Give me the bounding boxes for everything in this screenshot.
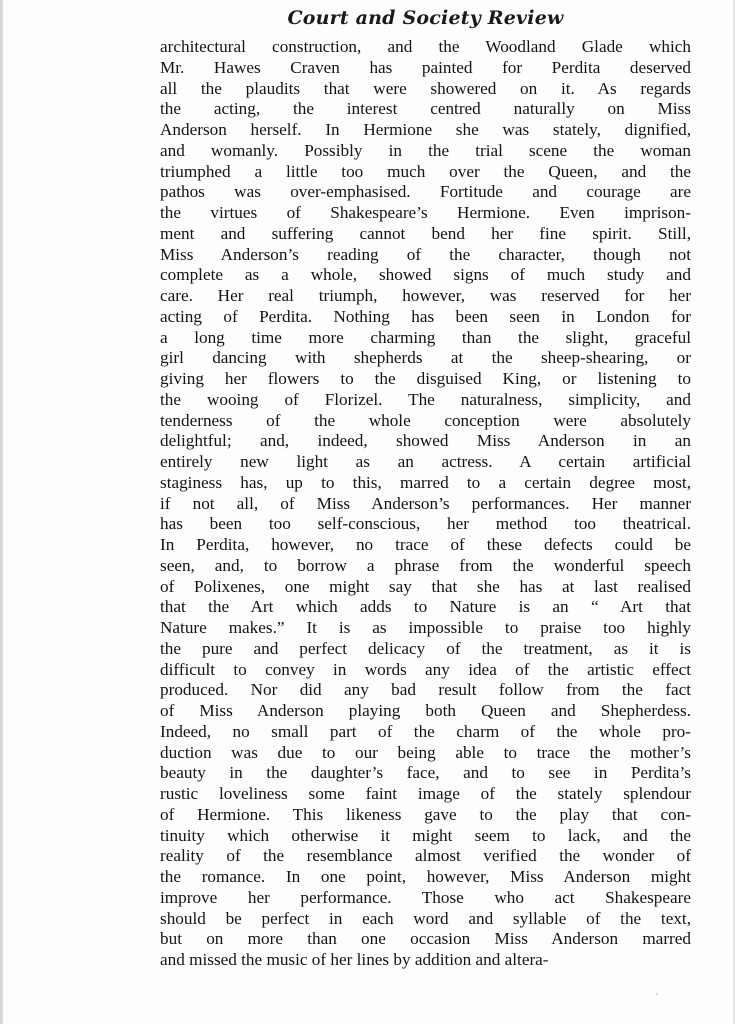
text-line: care. Her real triumph, however, was reserved for her	[160, 286, 691, 305]
text-line: and missed the music of her lines by addition and altera-	[160, 950, 549, 969]
text-line: that the Art which adds to Nature is an “ Art that	[160, 597, 691, 617]
body-text	[160, 37, 691, 971]
text-line: rustic loveliness some faint image of the stately splendour	[160, 784, 691, 803]
text-line: girl dancing with shepherds at the sheep-shearing, or	[160, 348, 691, 368]
text-line: tinuity which otherwise it might seem to lack, and the	[160, 825, 691, 845]
text-line: the acting, the interest centred naturally on Miss	[160, 99, 691, 119]
text-line: the pure and perfect delicacy of the treatment, as it is	[160, 638, 691, 658]
text-line: Miss Anderson’s reading of the character, though not	[160, 244, 691, 264]
text-line: staginess has, up to this, marred to a certain degree most,	[160, 472, 691, 492]
text-line: complete as a whole, showed signs of much study and	[160, 265, 691, 285]
text-line: triumphed a little too much over the Queen, and the	[160, 161, 691, 181]
text-line: the romance. In one point, however, Miss Anderson might	[160, 867, 691, 886]
text-line: Anderson herself. In Hermione she was stately, dignified,	[160, 120, 691, 139]
text-line: of Polixenes, one might say that she has at last realised	[160, 576, 691, 596]
text-line: acting of Perdita. Nothing has been seen in London for	[160, 306, 691, 326]
text-line: architectural construction, and the Woodland Glade which	[160, 37, 691, 56]
text-line: and womanly. Possibly in the trial scene the woman	[160, 140, 691, 160]
text-line: has been too self-conscious, her method too theatrical.	[160, 514, 691, 534]
text-line: tenderness of the whole conception were absolutely	[160, 410, 691, 430]
text-line: of Hermione. This likeness gave to the play that con-	[160, 804, 691, 824]
text-line: improve her performance. Those who act Shakespeare	[160, 887, 691, 907]
text-line: difficult to convey in words any idea of the artistic effect	[160, 659, 691, 679]
text-line: should be perfect in each word and syllable of the text,	[160, 908, 691, 928]
text-line: produced. Nor did any bad result follow from the fact	[160, 680, 691, 700]
text-line: the virtues of Shakespeare’s Hermione. Even imprison-	[160, 203, 691, 222]
running-head: Court and Society Review	[287, 7, 564, 29]
text-line: entirely new light as an actress. A certain artificial	[160, 452, 691, 471]
text-line: reality of the resemblance almost verified the wonder of	[160, 846, 691, 866]
text-line: ment and suffering cannot bend her fine spirit. Still,	[160, 223, 691, 243]
text-line: all the plaudits that were showered on it. As regards	[160, 78, 691, 98]
scan-speck	[656, 993, 658, 995]
text-line: pathos was over-emphasised. Fortitude and courage are	[160, 182, 691, 202]
text-line: delightful; and, indeed, showed Miss Anderson in an	[160, 431, 691, 451]
scan-left-edge	[0, 0, 3, 1024]
text-line: a long time more charming than the slight, graceful	[160, 327, 691, 347]
text-line: duction was due to our being able to trace the mother’s	[160, 742, 691, 762]
text-line: In Perdita, however, no trace of these defects could be	[160, 535, 691, 554]
text-line: of Miss Anderson playing both Queen and Shepherdess.	[160, 701, 691, 720]
text-line: but on more than one occasion Miss Anderson marred	[160, 929, 691, 949]
text-line: the wooing of Florizel. The naturalness, simplicity, and	[160, 389, 691, 409]
text-line: seen, and, to borrow a phrase from the wonderful speech	[160, 555, 691, 575]
text-line: Mr. Hawes Craven has painted for Perdita deserved	[160, 57, 691, 77]
text-line: giving her flowers to the disguised King, or listening to	[160, 369, 691, 388]
text-line: beauty in the daughter’s face, and to see in Perdita’s	[160, 763, 691, 783]
text-line: Nature makes.” It is as impossible to praise too highly	[160, 618, 691, 637]
text-line: if not all, of Miss Anderson’s performances. Her manner	[160, 493, 691, 513]
text-line: Indeed, no small part of the charm of the whole pro-	[160, 721, 691, 741]
